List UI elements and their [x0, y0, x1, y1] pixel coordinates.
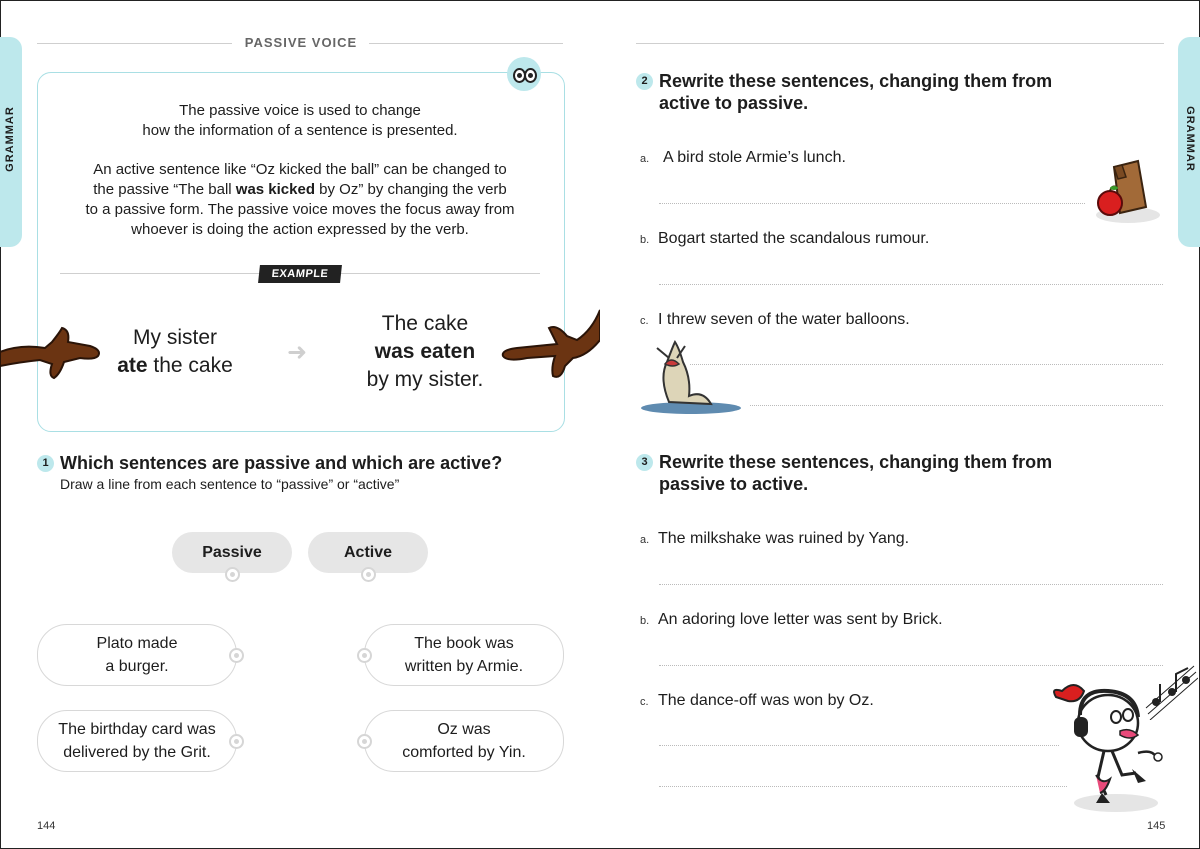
answer-line[interactable] — [659, 745, 1059, 746]
page-title: PASSIVE VOICE — [244, 35, 358, 50]
sentence-card[interactable]: The book was written by Armie. — [364, 624, 564, 686]
question-2-item-a: a. A bird stole Armie’s lunch. — [640, 149, 846, 166]
question-2-number: 2 — [636, 73, 653, 90]
eyes-icon — [507, 57, 541, 91]
squashed-bird-icon — [639, 338, 743, 416]
question-3-item-a: a. The milkshake was ruined by Yang. — [640, 530, 910, 547]
sentence-card[interactable]: Plato made a burger. — [37, 624, 237, 686]
answer-line[interactable] — [659, 786, 1067, 787]
question-3-heading: Rewrite these sentences, changing them from passive to active. — [659, 452, 1053, 494]
page-number-left: 144 — [37, 820, 56, 832]
connector-dot-passive[interactable] — [225, 567, 240, 582]
header-rule-right-page — [636, 43, 1164, 44]
connector-dot-active[interactable] — [361, 567, 376, 582]
example-passive-sentence: The cake was eaten by my sister. — [366, 312, 484, 391]
connector-dot[interactable] — [357, 648, 372, 663]
question-2-item-c: c. I threw seven of the water balloons. — [640, 311, 910, 328]
sentence-card[interactable]: Oz was comforted by Yin. — [364, 710, 564, 772]
answer-line[interactable] — [750, 405, 1163, 406]
option-passive[interactable]: Passive — [172, 532, 292, 573]
question-1-heading: Which sentences are passive and which are active? — [60, 453, 503, 473]
lunch-bag-icon — [1088, 157, 1162, 225]
answer-line[interactable] — [690, 364, 1163, 365]
question-1-instruction: Draw a line from each sentence to “passive” or “active” — [60, 476, 400, 492]
answer-line[interactable] — [659, 284, 1163, 285]
question-3-number: 3 — [636, 454, 653, 471]
answer-line[interactable] — [659, 584, 1163, 585]
connector-dot[interactable] — [357, 734, 372, 749]
question-3-item-b: b. An adoring love letter was sent by Brick. — [640, 611, 943, 628]
music-notes-icon — [1142, 658, 1198, 720]
pointing-hand-icon — [497, 300, 600, 380]
question-2-item-b: b. Bogart started the scandalous rumour. — [640, 230, 930, 247]
example-label: EXAMPLE — [258, 265, 342, 283]
info-paragraph-2: An active sentence like “Oz kicked the ball” can be changed to the passive “The ball was kicked by Oz” by changing the verb to a passive form. The passive voice moves the focus away from whoever is doing the action expressed by the verb. — [85, 161, 515, 238]
side-tab-left-label: GRAMMAR — [4, 106, 16, 172]
arrow-right-icon: ➜ — [287, 339, 308, 366]
question-3-item-c: c. The dance-off was won by Oz. — [640, 692, 874, 709]
header-rule-left — [37, 43, 232, 44]
question-1-number: 1 — [37, 455, 54, 472]
answer-line[interactable] — [659, 203, 1085, 204]
question-2-heading: Rewrite these sentences, changing them from active to passive. — [659, 71, 1053, 113]
option-active[interactable]: Active — [308, 532, 428, 573]
sentence-card[interactable]: The birthday card was delivered by the Grit. — [37, 710, 237, 772]
info-paragraph-1: The passive voice is used to change how the information of a sentence is presented. — [142, 102, 458, 139]
connector-dot[interactable] — [229, 734, 244, 749]
page-number-right: 145 — [1147, 820, 1166, 832]
pointing-hand-icon — [0, 322, 105, 380]
header-rule-right — [369, 43, 563, 44]
connector-dot[interactable] — [229, 648, 244, 663]
example-active-sentence: My sister ate the cake — [117, 326, 233, 377]
side-tab-right-label: GRAMMAR — [1184, 106, 1196, 172]
